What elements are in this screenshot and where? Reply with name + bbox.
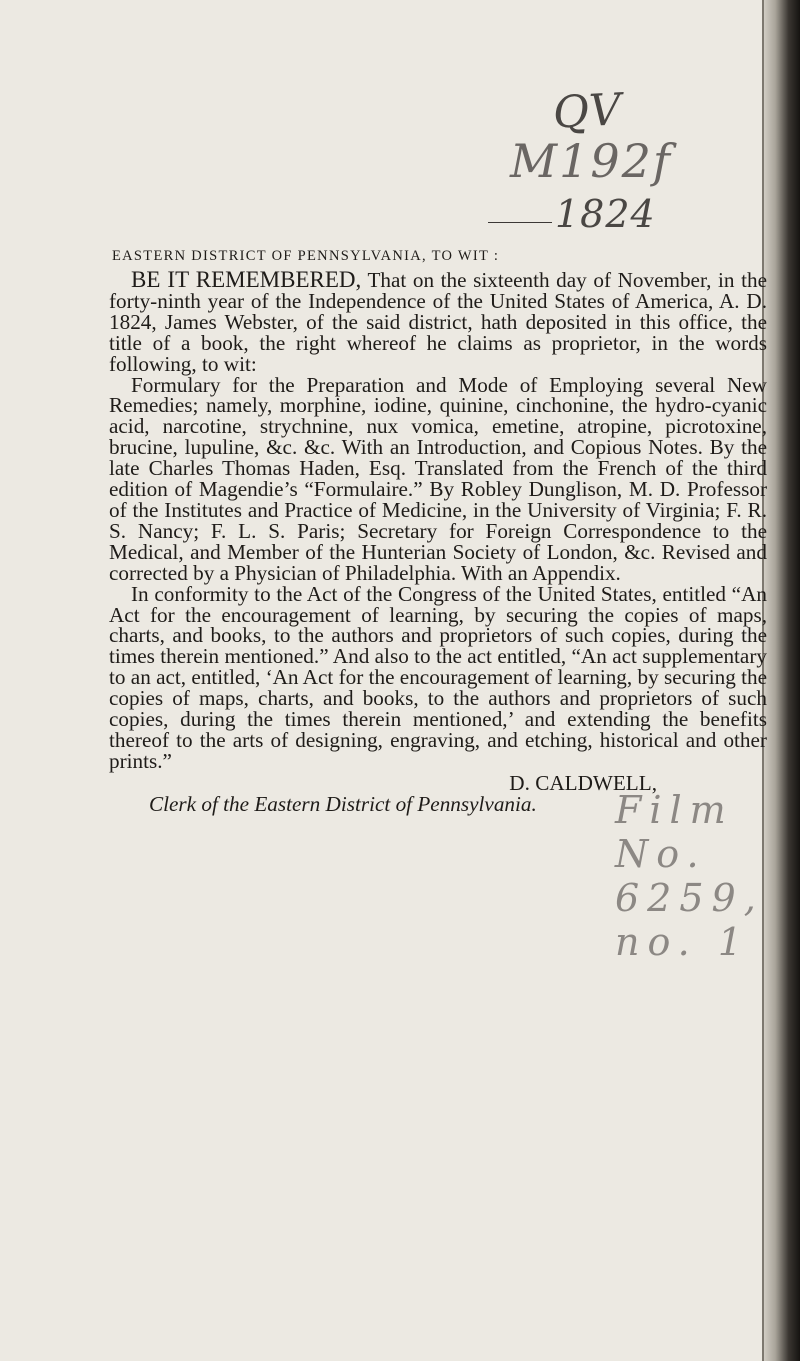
clerk-signature: D. CALDWELL, xyxy=(509,770,657,795)
notice-paragraph-1 xyxy=(109,267,767,376)
pencil-rule xyxy=(488,222,552,223)
book-title-paragraph: Formulary for the Preparation and Mode of Employing several New Remedies; namely, morphine, iodine, quinine, cinchonine, the hydro-cyanic acid, narcotine, strychnine, nux vomica, emetine, atropine, picrotoxine, brucine, lupuline, &c. &c. With an Introduction, and Copious Notes. By the late Charles Thomas Haden, Esq. Translated from the French of the third edition of Magendie’s “Formulaire.” By Robley Dunglison, M. D. Professor of the Institutes and Practice of Medicine, in the University of Virginia; F. R. S. Nancy; F. L. S. Paris; Secretary for Foreign Correspondence to the Medical, and Member of the Hunterian Society of London, &c. Revised and corrected by a Physician of Philadelphia. With an Appendix. xyxy=(109,372,767,585)
clerk-title: Clerk of the Eastern District of Pennsylvania. xyxy=(149,791,537,816)
handwritten-film-number: Film No. 6259, no. 1 xyxy=(615,788,764,964)
act-conformity-paragraph: In conformity to the Act of the Congress of the United States, entitled “An Act for the encouragement of learning, by securing the copies of maps, charts, and books, to the authors and proprietors of such copies, during the times therein mentioned.” And also to the act entitled, “An act supplementary to an act, entitled, ‘An Act for the encouragement of learning, by securing the copies of maps, charts, and books, to the authors and proprietors of such copies, during the times therein mentioned,’ and extending the benefits thereof to the arts of designing, engraving, and etching, historical and other prints.” xyxy=(109,581,767,773)
notice-paragraph-1-text: That on the sixteenth day of November, in the forty-ninth year of the Independence of the United States of America, A. D. 1824, James Webster, of the said district, hath deposited in this office, the title of a book, the right whereof he claims as proprietor, in the words following, to wit: xyxy=(109,268,767,376)
notice-lead: BE IT REMEMBERED, xyxy=(131,267,362,292)
copyright-notice xyxy=(109,267,767,816)
district-heading: EASTERN DISTRICT OF PENNSYLVANIA, TO WIT : xyxy=(112,248,500,264)
book-binding-edge xyxy=(762,0,800,1361)
handwritten-call-number-qv: QV xyxy=(551,84,623,139)
handwritten-call-number-m192f: M192f xyxy=(510,134,672,188)
handwritten-call-number-year: 1824 xyxy=(555,192,656,236)
